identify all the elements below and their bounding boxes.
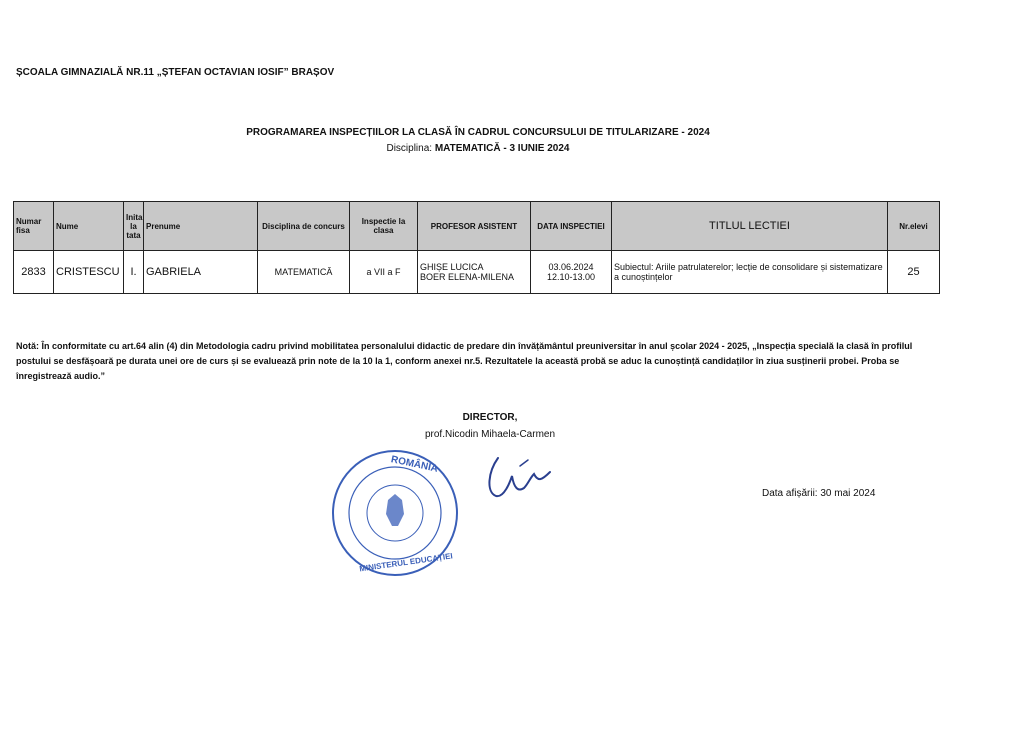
svg-text:ROMÂNIA: ROMÂNIA: [389, 454, 439, 475]
director-name: prof.Nicodin Mihaela-Carmen: [424, 429, 556, 440]
col-initiala: Inita la tata: [124, 202, 144, 251]
svg-text:MINISTERUL EDUCAȚIEI: MINISTERUL EDUCAȚIEI: [358, 551, 454, 574]
subtitle-discipline: MATEMATICĂ - 3 IUNIE 2024: [434, 143, 570, 154]
col-profesor: PROFESOR ASISTENT: [418, 202, 531, 251]
col-numar-fisa: Numar fisa: [14, 202, 54, 251]
cell-numar-fisa: 2833: [14, 251, 54, 294]
inspection-table: [13, 201, 940, 294]
data-ora: 12.10-13.00: [546, 272, 596, 282]
col-prenume: Prenume: [144, 202, 258, 251]
cell-data: [531, 251, 612, 294]
coat-of-arms-icon: [386, 494, 404, 526]
data-zi: 03.06.2024: [548, 262, 594, 272]
profesor-2: BOER ELENA-MILENA: [420, 272, 515, 282]
table-header-row: [14, 202, 940, 251]
display-date: Data afișării: 30 mai 2024: [762, 488, 876, 499]
cell-prenume: GABRIELA: [144, 251, 258, 294]
cell-titlu: Subiectul: Ariile patrulaterelor; lecție de consolidare și sistematizare a cunoștințelor: [612, 251, 888, 294]
subtitle-prefix: Disciplina:: [386, 143, 435, 154]
cell-clasa: a VII a F: [350, 251, 418, 294]
col-data: DATA INSPECTIEI: [531, 202, 612, 251]
col-clasa: Inspectie la clasa: [350, 202, 418, 251]
cell-profesor: [418, 251, 531, 294]
cell-disciplina: MATEMATICĂ: [258, 251, 350, 294]
col-nume: Nume: [54, 202, 124, 251]
director-title: DIRECTOR,: [462, 412, 518, 423]
col-disciplina: Disciplina de concurs: [258, 202, 350, 251]
director-signature: [484, 452, 554, 504]
col-titlu: TITLUL LECTIEI: [612, 202, 888, 251]
document-title: PROGRAMAREA INSPECȚIILOR LA CLASĂ ÎN CADRUL CONCURSULUI DE TITULARIZARE - 2024: [246, 127, 710, 138]
cell-nr-elevi: 25: [888, 251, 940, 294]
profesor-1: GHIȘE LUCICA: [420, 262, 484, 272]
school-name: ȘCOALA GIMNAZIALĂ NR.11 „ȘTEFAN OCTAVIAN IOSIF” BRAȘOV: [16, 67, 335, 78]
cell-nume: CRISTESCU: [54, 251, 124, 294]
table-row: [14, 251, 940, 294]
col-nr-elevi: Nr.elevi: [888, 202, 940, 251]
cell-initiala: I.: [124, 251, 144, 294]
legal-note: Notă: În conformitate cu art.64 alin (4) din Metodologia cadru privind mobilitatea personalului didactic de predare din învățământul preuniversitar în anul școlar 2024 - 2025, „Inspecția specială la clasă în profilul postului se desfășoară pe durata unei ore de curs și se evaluează prin note de la 10 la 1, conform anexei nr.5. Rezultatele la această probă se aduc la cunoștință candidaților în ziua susținerii probei. Proba se înregistrează audio.”: [16, 341, 913, 381]
school-stamp: [330, 448, 460, 578]
document-subtitle: [0, 143, 956, 154]
